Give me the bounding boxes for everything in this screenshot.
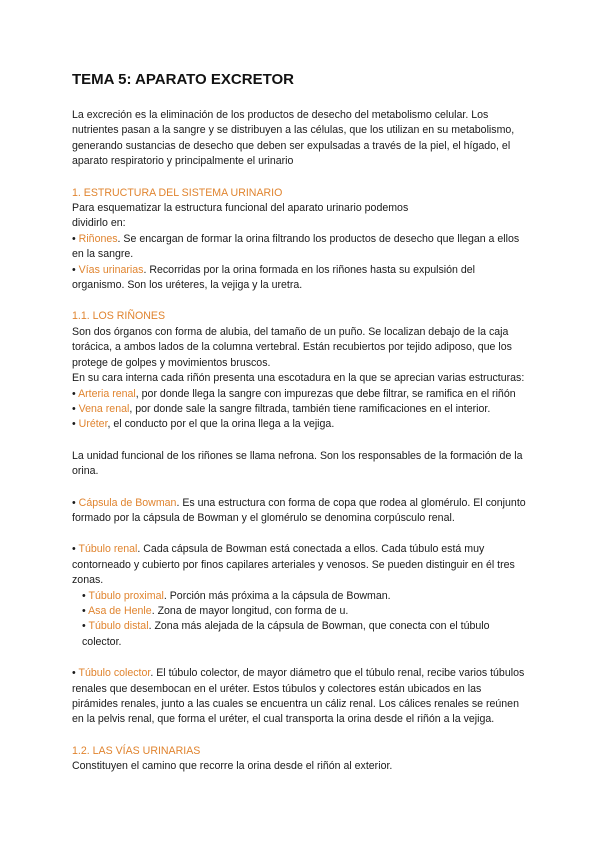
section-heading-rinones: 1.1. LOS RIÑONES [72,310,166,323]
list-item: • Túbulo renal. Cada cápsula de Bowman está conectada a ellos. Cada túbulo está muy contorneado y cubierto por finos capilares arteriales y venosos. Se pueden distinguir en él tres zonas. [72,543,515,587]
list-item: • Riñones. Se encargan de formar la orina filtrando los productos de desecho que llegan a ellos en la sangre. [72,232,520,261]
document-page [72,70,528,775]
sub-list-item: • Túbulo proximal. Porción más próxima a la cápsula de Bowman. [82,589,391,602]
paragraph: dividirlo en: [72,217,126,230]
bullet-glyph: • [72,387,76,400]
term: Túbulo renal [78,543,138,556]
term: Vena renal [78,402,130,415]
bullet-glyph: • [72,418,76,431]
list-item: • Uréter, el conducto por el que la orina llega a la vejiga. [72,418,335,431]
bullet-glyph: • [72,232,76,245]
bullet-glyph: • [82,589,86,602]
paragraph: En su cara interna cada riñón presenta una escotadura en la que se aprecian varias estructuras: [72,372,525,385]
term: Cápsula de Bowman [78,496,177,509]
list-item: • Túbulo colector. El túbulo colector, de mayor diámetro que el túbulo renal, recibe varios túbulos renales que desembocan en el uréter. Estos túbulos y colectores están ubicados en las pirámides renales, junto a las cuales se encuentra un cáliz renal. Los cálices renales se reúnen en la pelvis renal, que forma el uréter, el cual transporta la orina desde el riñón a la vejiga. [72,667,525,726]
term: Túbulo colector [78,667,151,680]
paragraph: La unidad funcional de los riñones se llama nefrona. Son los responsables de la formación de la orina. [72,449,523,478]
term: Túbulo distal [88,620,149,633]
section-heading-estructura: 1. ESTRUCTURA DEL SISTEMA URINARIO [72,186,283,199]
term: Riñones [78,232,118,245]
list-item: • Cápsula de Bowman. Es una estructura con forma de copa que rodea al glomérulo. El conjunto formado por la cápsula de Bowman y el glomérulo se denomina corpúsculo renal. [72,496,526,524]
bullet-glyph: • [72,263,76,276]
bullet-glyph: • [82,620,86,633]
section-heading-vias-urinarias: 1.2. LAS VÍAS URINARIAS [72,744,201,757]
bullet-glyph: • [82,604,86,617]
bullet-glyph: • [72,496,76,509]
sub-list-item: • Asa de Henle. Zona de mayor longitud, con forma de u. [82,604,349,617]
intro-paragraph: La excreción es la eliminación de los productos de desecho del metabolismo celular. Los nutrientes pasan a la sangre y se distribuyen a las células, que los utilizan en su metabolismo, generando sustancias de desecho que deben ser expulsadas a través de la piel, el hígado, el aparato respiratorio y principalmente el urinario [72,109,515,168]
term: Uréter [78,418,108,431]
list-item: • Arteria renal, por donde llega la sangre con impurezas que debe filtrar, se ramifica en el riñón [72,387,516,400]
page-title: TEMA 5: APARATO EXCRETOR [72,71,294,88]
bullet-glyph: • [72,667,76,680]
paragraph: Para esquematizar la estructura funcional del aparato urinario podemos [72,202,409,215]
bullet-glyph: • [72,402,76,415]
paragraph: Son dos órganos con forma de alubia, del tamaño de un puño. Se localizan debajo de la caja torácica, a ambos lados de la columna vertebral. Están recubiertos por tejido adiposo, que los protege de golpes y movimientos bruscos. [72,325,512,369]
term: Túbulo proximal [88,589,164,602]
paragraph: Constituyen el camino que recorre la orina desde el riñón al exterior. [72,760,393,773]
term: Vías urinarias [78,263,144,276]
term: Arteria renal [78,387,136,400]
sub-list-item: • Túbulo distal. Zona más alejada de la cápsula de Bowman, que conecta con el túbulo colector. [82,620,490,648]
term: Asa de Henle [88,604,152,617]
list-item: • Vena renal, por donde sale la sangre filtrada, también tiene ramificaciones en el interior. [72,402,491,415]
bullet-glyph: • [72,543,76,556]
list-item: • Vías urinarias. Recorridas por la orina formada en los riñones hasta su expulsión del organismo. Son los uréteres, la vejiga y la uretra. [72,263,475,292]
